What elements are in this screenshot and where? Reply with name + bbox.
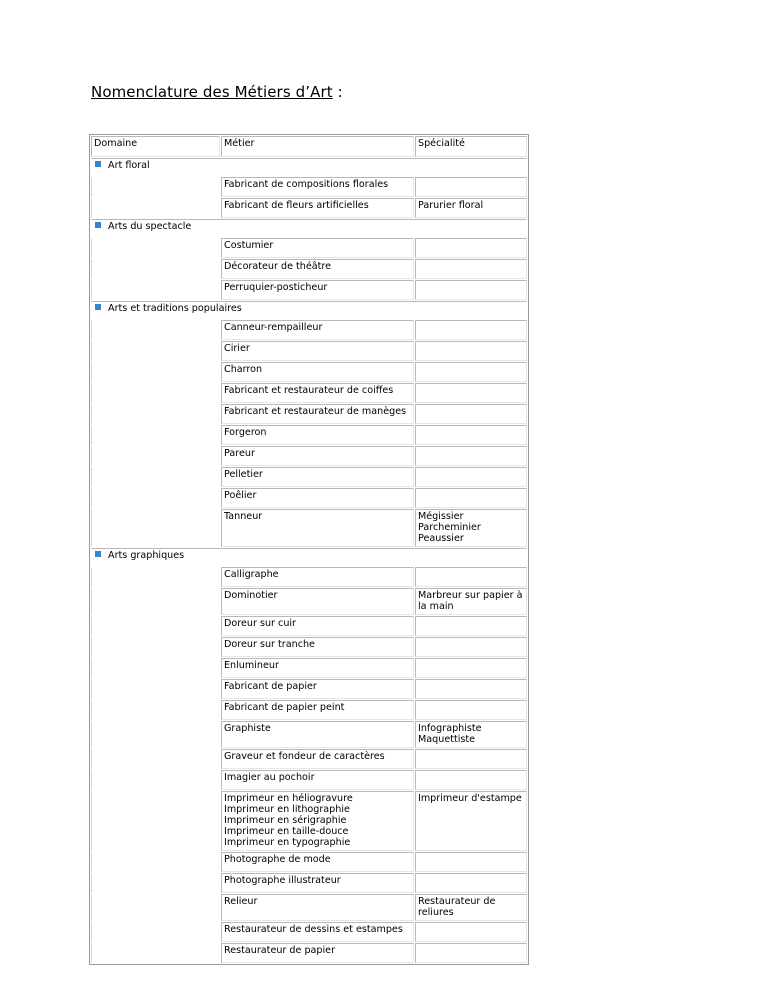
metier-cell [221,425,414,445]
table-row [91,721,527,748]
metier-cell-line: Imprimeur en taille-douce [224,826,349,837]
domain-cell [91,301,527,319]
metier-cell-line: Imprimeur en sérigraphie [224,815,347,826]
metier-cell-line: Pareur [224,448,255,459]
domain-spacer-cell [91,567,220,587]
metier-cell [221,467,414,487]
domain-spacer-cell [91,259,220,279]
table-row [91,425,527,445]
domain-spacer-cell [91,238,220,258]
metier-cell-line: Tanneur [224,511,263,522]
metier-cell-line: Forgeron [224,427,267,438]
domain-spacer-cell [91,943,220,963]
domain-cell [91,548,527,566]
table-row [91,280,527,300]
metier-cell [221,259,414,279]
metier-cell-line: Fabricant de papier [224,681,317,692]
header-domaine: Domaine [91,136,220,157]
specialite-cell [415,588,527,615]
metier-cell [221,873,414,893]
domain-spacer-cell [91,467,220,487]
table-row [91,894,527,921]
specialite-cell [415,446,527,466]
metier-cell [221,280,414,300]
domain-spacer-cell [91,637,220,657]
domain-spacer-cell [91,509,220,547]
domain-spacer-cell [91,446,220,466]
metier-cell-line: Perruquier-posticheur [224,282,328,293]
table-row [91,679,527,699]
domain-spacer-cell [91,894,220,921]
specialite-cell [415,873,527,893]
domain-spacer-cell [91,198,220,218]
metier-cell-line: Calligraphe [224,569,279,580]
bullet-square-icon [95,304,101,310]
table-row [91,852,527,872]
metier-cell [221,700,414,720]
title-text: Nomenclature des Métiers d’Art [91,83,333,101]
metier-cell-line: Fabricant de compositions florales [224,179,389,190]
bullet-square-icon [95,551,101,557]
domain-spacer-cell [91,749,220,769]
domain-row [91,158,527,176]
domain-spacer-cell [91,488,220,508]
domain-label: Arts du spectacle [108,221,192,232]
page-title [91,83,343,101]
metier-cell-line: Dominotier [224,590,278,601]
metier-cell-line: Doreur sur cuir [224,618,297,629]
table-row [91,362,527,382]
table-row [91,588,527,615]
table-row [91,943,527,963]
table-row [91,404,527,424]
specialite-cell [415,259,527,279]
metier-cell-line: Fabricant de papier peint [224,702,345,713]
metier-cell-line: Pelletier [224,469,263,480]
metier-cell-line: Cirier [224,343,250,354]
domain-spacer-cell [91,177,220,197]
domain-row [91,548,527,566]
table-row [91,238,527,258]
bullet-square-icon [95,222,101,228]
metier-cell-line: Costumier [224,240,274,251]
specialite-cell [415,567,527,587]
metier-cell-line: Photographe de mode [224,854,331,865]
domain-spacer-cell [91,320,220,340]
specialite-cell-line: Parurier floral [418,200,484,211]
specialite-cell-line: Maquettiste [418,734,476,745]
specialite-cell [415,770,527,790]
specialite-cell [415,509,527,547]
metier-cell [221,320,414,340]
specialite-cell [415,280,527,300]
metier-cell-line: Restaurateur de papier [224,945,336,956]
metier-cell [221,567,414,587]
domain-spacer-cell [91,383,220,403]
table-row [91,616,527,636]
table-row [91,467,527,487]
metier-cell [221,637,414,657]
metier-cell-line: Photographe illustrateur [224,875,341,886]
title-suffix: : [332,83,343,101]
metier-cell-line: Relieur [224,896,258,907]
domain-row [91,301,527,319]
specialite-cell [415,488,527,508]
domain-spacer-cell [91,791,220,851]
table-row [91,259,527,279]
metier-cell-line: Canneur-rempailleur [224,322,323,333]
metier-cell [221,509,414,547]
metier-cell [221,894,414,921]
domain-spacer-cell [91,658,220,678]
metier-cell-line: Graveur et fondeur de caractères [224,751,385,762]
table-row [91,177,527,197]
domain-spacer-cell [91,341,220,361]
metier-cell-line: Imagier au pochoir [224,772,315,783]
specialite-cell [415,198,527,218]
metier-cell [221,770,414,790]
metier-cell-line: Imprimeur en héliogravure [224,793,353,804]
domain-spacer-cell [91,362,220,382]
table-body [91,136,527,963]
domain-spacer-cell [91,700,220,720]
header-specialite: Spécialité [415,136,527,157]
metier-cell-line: Fabricant de fleurs artificielles [224,200,369,211]
domain-spacer-cell [91,922,220,942]
specialite-cell [415,320,527,340]
table-row [91,873,527,893]
bullet-square-icon [95,161,101,167]
specialite-cell [415,362,527,382]
specialite-cell [415,238,527,258]
specialite-cell [415,894,527,921]
domain-row [91,219,527,237]
metier-cell [221,616,414,636]
specialite-cell [415,383,527,403]
domain-cell [91,219,527,237]
metier-cell [221,341,414,361]
metier-cell-line: Enlumineur [224,660,279,671]
domain-spacer-cell [91,721,220,748]
table-row [91,509,527,547]
specialite-cell [415,658,527,678]
table-row [91,320,527,340]
metier-cell-line: Doreur sur tranche [224,639,315,650]
metier-cell [221,721,414,748]
table-row [91,658,527,678]
specialite-cell [415,616,527,636]
domain-spacer-cell [91,873,220,893]
specialite-cell-line: Marbreur sur papier à la main [418,590,523,612]
specialite-cell [415,341,527,361]
metier-cell-line: Imprimeur en typographie [224,837,351,848]
table-row [91,791,527,851]
metier-cell [221,791,414,851]
table-row [91,488,527,508]
specialite-cell [415,679,527,699]
domain-spacer-cell [91,425,220,445]
metier-cell-line: Charron [224,364,263,375]
domain-label: Arts et traditions populaires [108,303,242,314]
domain-cell [91,158,527,176]
specialite-cell [415,943,527,963]
metier-cell [221,362,414,382]
metier-cell [221,198,414,218]
metier-cell [221,446,414,466]
table-row [91,198,527,218]
specialite-cell [415,467,527,487]
metier-cell [221,383,414,403]
table-row [91,637,527,657]
specialite-cell [415,749,527,769]
domain-spacer-cell [91,280,220,300]
domain-spacer-cell [91,616,220,636]
table-row [91,383,527,403]
metiers-table [89,134,529,965]
specialite-cell-line: Infographiste [418,723,482,734]
metier-cell-line: Poêlier [224,490,257,501]
specialite-cell [415,637,527,657]
metier-cell-line: Fabricant et restaurateur de coiffes [224,385,394,396]
metier-cell [221,177,414,197]
table-row [91,341,527,361]
table-row [91,567,527,587]
metier-cell-line: Imprimeur en lithographie [224,804,350,815]
specialite-cell [415,922,527,942]
specialite-cell-line: Imprimeur d'estampe [418,793,522,804]
metier-cell [221,749,414,769]
domain-label: Arts graphiques [108,550,185,561]
specialite-cell [415,791,527,851]
table-row [91,770,527,790]
specialite-cell [415,425,527,445]
metier-cell-line: Fabricant et restaurateur de manèges [224,406,407,417]
table-row [91,922,527,942]
metier-cell [221,922,414,942]
metier-cell [221,943,414,963]
domain-spacer-cell [91,770,220,790]
specialite-cell [415,721,527,748]
metier-cell-line: Graphiste [224,723,271,734]
specialite-cell-line: Parcheminier [418,522,481,533]
metier-cell [221,588,414,615]
metier-cell [221,488,414,508]
table-header-row [91,136,527,157]
metier-cell [221,658,414,678]
domain-spacer-cell [91,679,220,699]
metier-cell-line: Restaurateur de dessins et estampes [224,924,403,935]
specialite-cell [415,852,527,872]
specialite-cell [415,404,527,424]
metier-cell [221,852,414,872]
domain-label: Art floral [108,160,150,171]
metier-cell-line: Décorateur de théâtre [224,261,332,272]
domain-spacer-cell [91,588,220,615]
domain-spacer-cell [91,852,220,872]
metier-cell [221,404,414,424]
metier-cell [221,679,414,699]
metier-cell [221,238,414,258]
specialite-cell [415,700,527,720]
header-metier: Métier [221,136,414,157]
specialite-cell-line: Mégissier [418,511,464,522]
domain-spacer-cell [91,404,220,424]
table-row [91,700,527,720]
specialite-cell-line: Restaurateur de reliures [418,896,496,918]
specialite-cell [415,177,527,197]
specialite-cell-line: Peaussier [418,533,464,544]
table-row [91,749,527,769]
table-row [91,446,527,466]
